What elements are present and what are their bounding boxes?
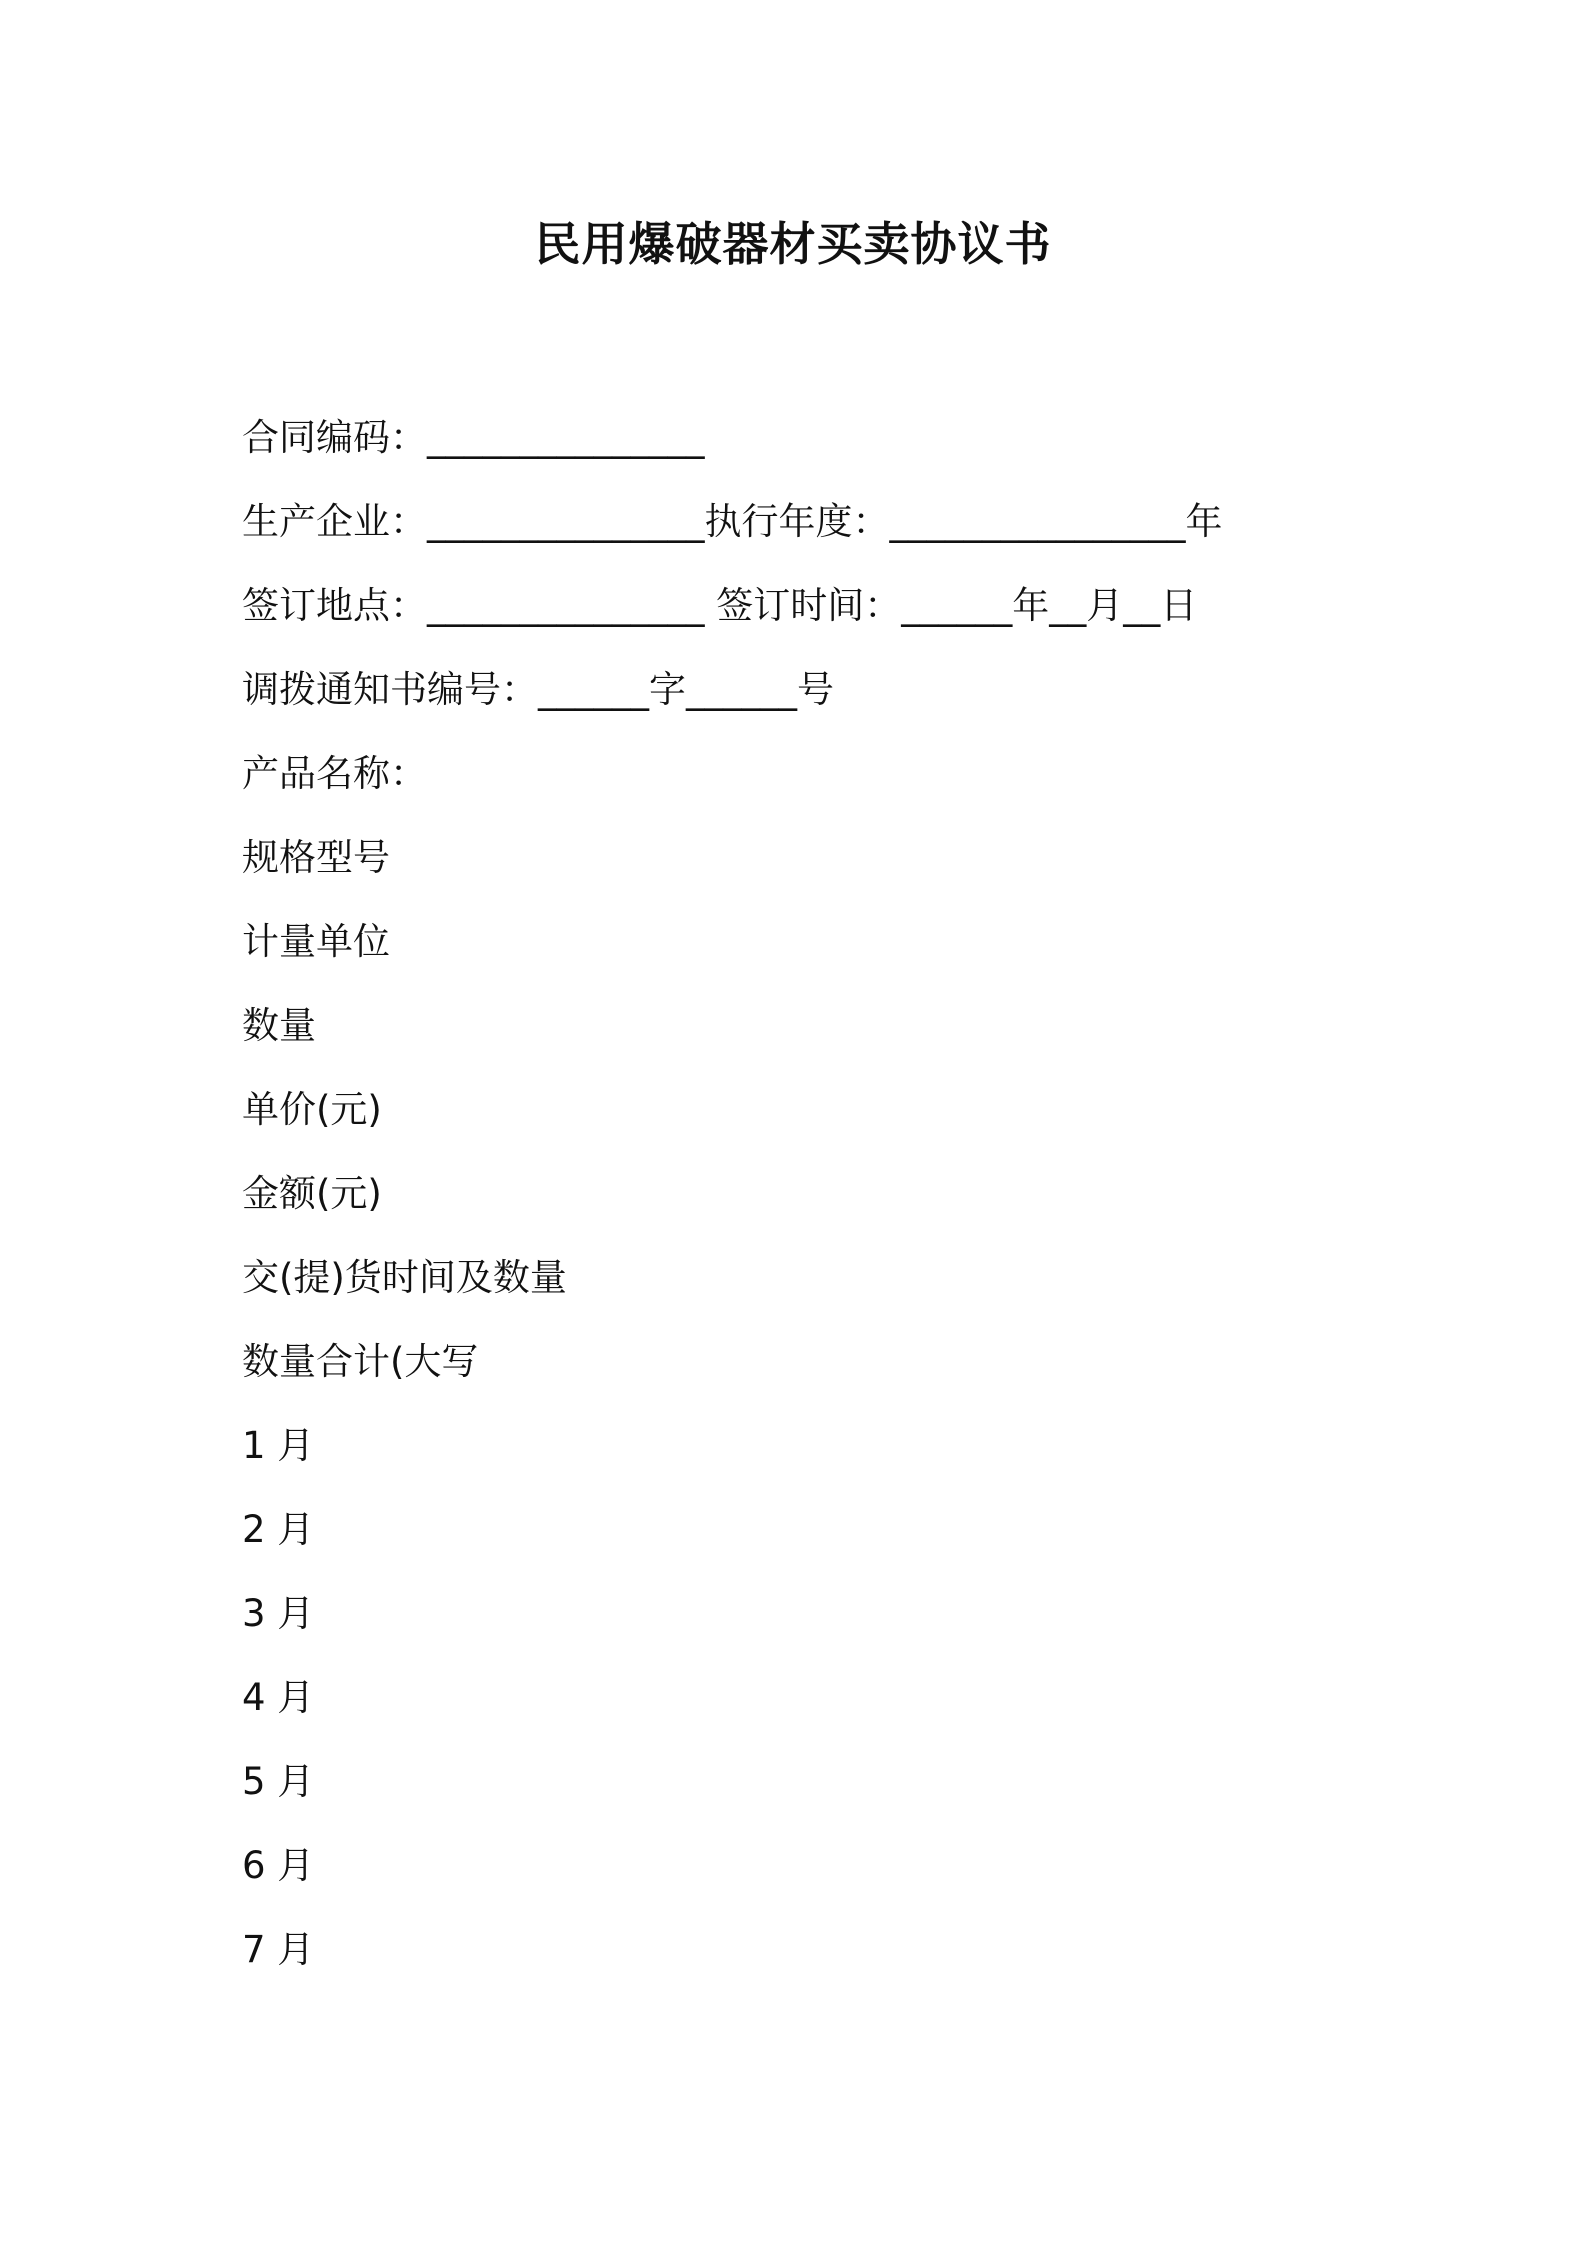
document-title: 民用爆破器材买卖协议书 [534,217,1052,271]
quantity-line: 数量 [242,1004,316,1047]
month-6-line: 6 月 [242,1844,315,1887]
contract-code-line: 合同编码：_______________ [242,416,705,459]
product-name-line: 产品名称： [242,752,427,795]
signing-place-time-line: 签订地点：_______________ 签订时间：______年__月__日 [242,584,1198,627]
document-body [242,410,1362,2006]
month-2-line: 2 月 [242,1508,315,1551]
amount-line: 金额(元) [242,1172,382,1215]
month-3-line: 3 月 [242,1592,315,1635]
month-4-line: 4 月 [242,1676,315,1719]
specification-line: 规格型号 [242,836,390,879]
unit-line: 计量单位 [242,920,390,963]
allocation-notice-number-line: 调拨通知书编号：______字______号 [242,668,834,711]
month-1-line: 1 月 [242,1424,315,1467]
unit-price-line: 单价(元) [242,1088,382,1131]
month-5-line: 5 月 [242,1760,315,1803]
month-7-line: 7 月 [242,1928,315,1971]
total-quantity-line: 数量合计(大写 [242,1340,479,1383]
delivery-time-quantity-line: 交(提)货时间及数量 [242,1256,567,1299]
manufacturer-year-line: 生产企业：_______________执行年度：________________年 [242,500,1223,543]
